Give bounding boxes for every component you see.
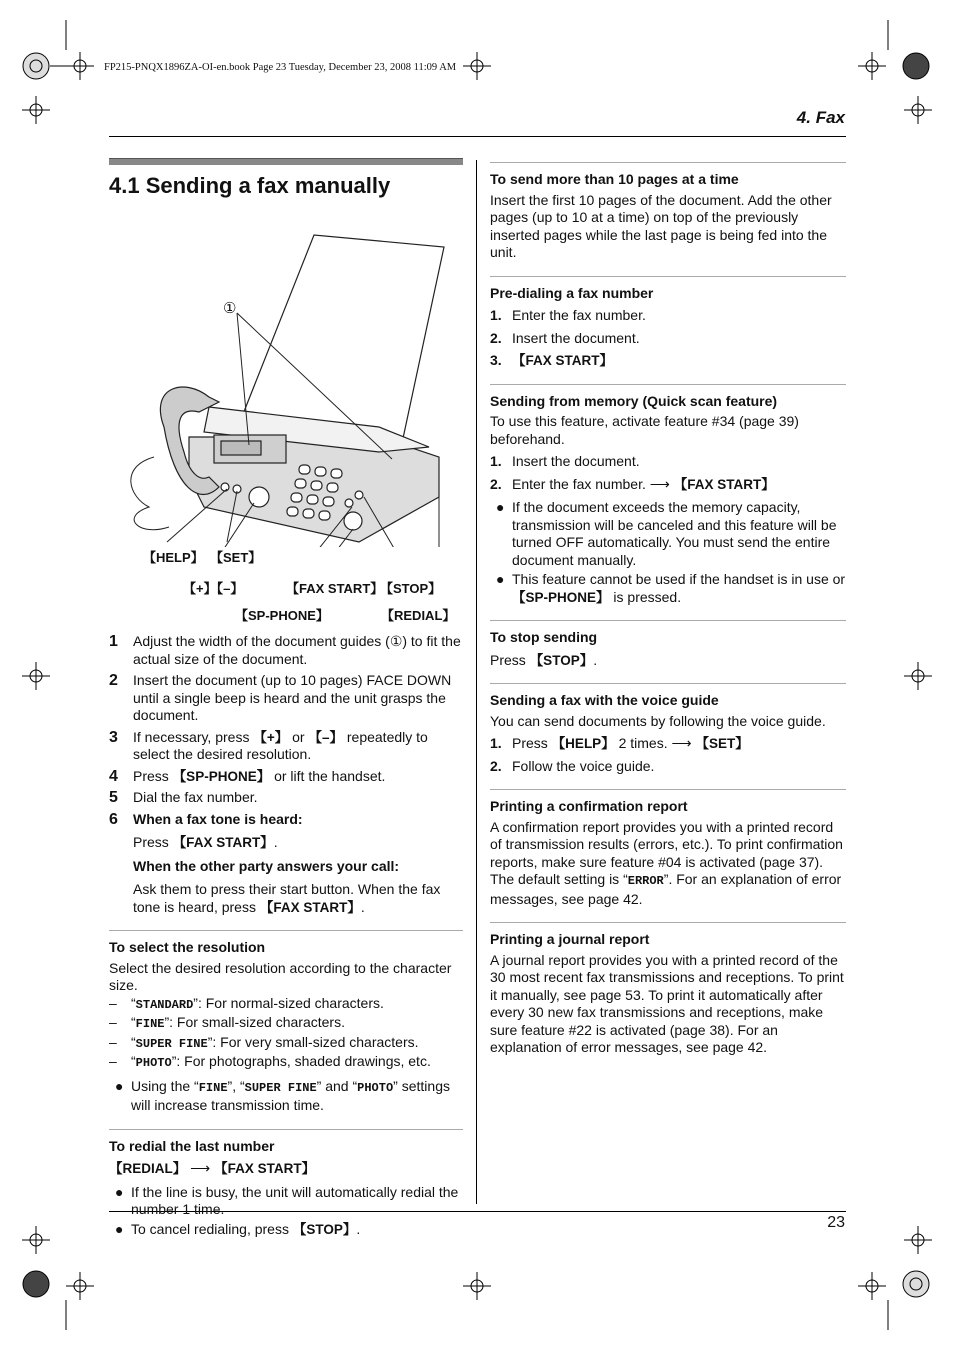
label-help: 【HELP】 — [143, 550, 204, 565]
step-5: 5 Dial the fax number. — [109, 789, 258, 806]
note-bullet: ● This feature cannot be used if the handset is in use or 【SP-PHONE】 is pressed. — [496, 571, 846, 605]
label-sp-phone: 【SP-PHONE】 — [235, 608, 329, 623]
title-bar — [109, 158, 463, 165]
note-bullet: ● Using the “FINE”, “SUPER FINE” and “PHOTO” settings will increase transmission time. — [115, 1077, 450, 1113]
label-redial: 【REDIAL】 — [381, 608, 456, 623]
steps-list — [109, 633, 463, 916]
page-number: 23 — [827, 1214, 845, 1231]
fax-machine-drawing — [109, 207, 463, 547]
note-bullet: ● If the line is busy, the unit will automatically redial the number 1 time. — [115, 1183, 459, 1217]
confirmation-report-section: Printing a confirmation report A confirmation report provides you with a printed record of transmission results (errors, etc.). To print confirmation reports, make sure feature #04 is activated (page 37). The default setting is “ERROR”. For an explanation of error messages, see page 42. — [490, 789, 846, 908]
list-item: – “STANDARD”: For normal-sized characters. — [109, 994, 384, 1012]
fax-machine-illustration — [109, 207, 463, 623]
step-1: 1 Adjust the width of the document guides (①) to fit the actual size of the document. — [109, 633, 461, 667]
label-fax-start: 【FAX START】 — [286, 581, 384, 596]
redial-section: To redial the last number 【REDIAL】 ⟶ 【FAX START】 ● If the line is busy, the unit will automatically redial the number 1 time. ● To cancel redialing, press 【STOP】. — [109, 1129, 463, 1239]
section-title: 4.1 Sending a fax manually — [109, 173, 391, 198]
step-4: 4 Press 【SP-PHONE】 or lift the handset. — [109, 767, 386, 785]
label-set: 【SET】 — [210, 550, 262, 565]
list-item: – “SUPER FINE”: For very small-sized characters. — [109, 1033, 419, 1051]
chapter-header: 4. Fax — [796, 108, 845, 127]
step-6: 6 When a fax tone is heard: Press 【FAX START】. When the other party answers your call: Ask them to press their start button. When the fax tone is heard, press 【FAX START】. — [109, 810, 441, 915]
print-info: FP215-PNQX1896ZA-OI-en.book Page 23 Tuesday, December 23, 2008 11:09 AM — [104, 62, 457, 73]
memory-section: Sending from memory (Quick scan feature) To use this feature, activate feature #34 (page 39) beforehand. 1. Insert the document. 2. Enter the fax number. ⟶ 【FAX START】 ● If the document exceeds the memory capacity, transmission will be canceled and this feature will be turned OFF automatically. You must send the entire document manually. ● This feature cannot be used if the handset is in use or 【SP-PHONE】 is pressed. — [490, 384, 846, 607]
column-divider — [476, 160, 477, 1204]
voice-guide-section: Sending a fax with the voice guide You can send documents by following the voice guide. 1. Press 【HELP】 2 times. ⟶ 【SET】 2. Follow the voice guide. — [490, 683, 846, 775]
right-column — [490, 162, 846, 1057]
callout-1: ① — [223, 300, 237, 317]
header-rule — [109, 136, 846, 137]
label-plus-minus: 【+】【–】 — [183, 581, 244, 596]
predial-section: Pre-dialing a fax number 1. Enter the fax number. 2. Insert the document. 3. 【FAX START】 — [490, 276, 846, 370]
journal-report-section: Printing a journal report A journal report provides you with a printed record of the 30 most recent fax transmissions and receptions. To print it manually, see page 53. To print it automatically after every 30 new fax transmissions and receptions, make sure feature #22 is activated (page 38). For an explanation of error messages, see page 42. — [490, 922, 846, 1057]
list-item: – “FINE”: For small-sized characters. — [109, 1014, 345, 1031]
stop-section: To stop sending Press 【STOP】. — [490, 620, 846, 669]
more-pages-section: To send more than 10 pages at a time Insert the first 10 pages of the document. Add the other pages (up to 10 at a time) on top of the previously inserted pages while the last page is being fed into the unit. — [490, 162, 846, 262]
label-stop: 【STOP】 — [380, 581, 442, 596]
resolution-section: To select the resolution Select the desired resolution according to the character size. – “STANDARD”: For normal-sized characters. – “FINE”: For small-sized characters. – “SUPER FINE”: For very small-sized characters. – “PHOTO”: For photographs, shaded drawings, etc. ● Using the “FINE”, “SUPER FINE” and “PHOTO” settings will increase transmission time. — [109, 930, 463, 1115]
step-3: 3 If necessary, press 【+】 or 【–】 repeatedly to select the desired resolution. — [109, 728, 428, 762]
note-bullet: ● If the document exceeds the memory capacity, transmission will be canceled and this feature will be turned OFF automatically. You must send the entire document manually. — [496, 499, 837, 568]
step-2: 2 Insert the document (up to 10 pages) FACE DOWN until a single beep is heard and the unit grasps the document. — [109, 672, 452, 723]
note-bullet: ● To cancel redialing, press 【STOP】. — [115, 1220, 361, 1237]
list-item: – “PHOTO”: For photographs, shaded drawings, etc. — [109, 1053, 431, 1070]
left-column — [109, 158, 463, 1238]
